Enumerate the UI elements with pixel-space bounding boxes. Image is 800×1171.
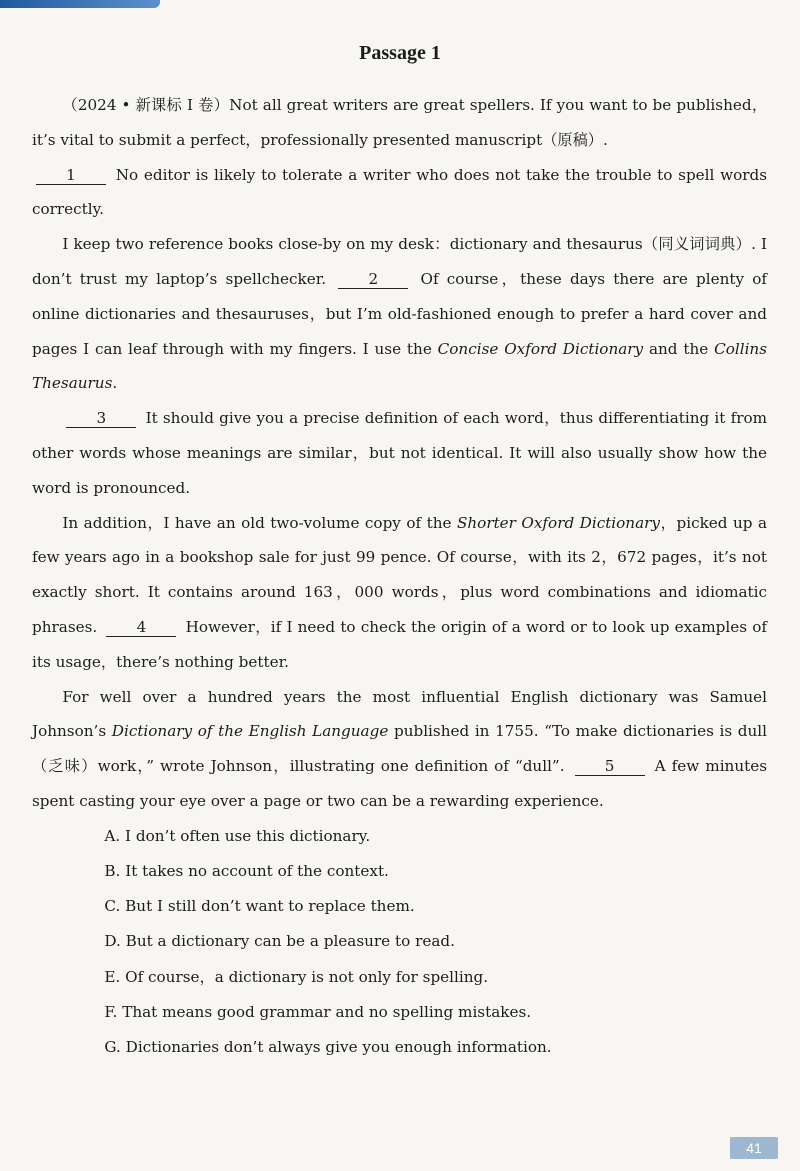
- blank-2[interactable]: 2: [338, 270, 408, 289]
- passage-body: [32, 88, 767, 1065]
- blank-1[interactable]: 1: [36, 166, 106, 185]
- book-title-shorter-oxford: Shorter Oxford Dictionary: [456, 513, 660, 532]
- top-decorative-bar: [0, 0, 160, 8]
- option-g[interactable]: G. Dictionaries don’t always give you enough information.: [104, 1037, 552, 1056]
- passage-title: Passage 1: [359, 42, 441, 64]
- book-title-concise-oxford: Concise Oxford Dictionary: [437, 339, 644, 358]
- option-b[interactable]: B. It takes no account of the context.: [104, 861, 389, 880]
- paragraph-2-and: and the: [648, 339, 709, 358]
- paragraph-1: [32, 88, 767, 158]
- option-f[interactable]: F. That means good grammar and no spelling mistakes.: [104, 1002, 532, 1021]
- paragraph-1-after-blank: No editor is likely to tolerate a writer who does not take the trouble to spell words correctly.: [32, 165, 767, 219]
- paragraph-5-start: For well over a hundred years the most influential English dictionary was Samuel Johnson’s: [32, 687, 767, 741]
- paragraph-4-start: In addition，I have an old two-volume copy of the: [62, 513, 452, 532]
- paragraph-3: [32, 401, 767, 505]
- option-a[interactable]: A. I don’t often use this dictionary.: [104, 826, 371, 845]
- blank-4[interactable]: 4: [106, 618, 176, 637]
- option-c[interactable]: C. But I still don’t want to replace them.: [104, 897, 415, 916]
- page-number-badge: 41: [730, 1137, 778, 1159]
- paragraph-4: [32, 506, 767, 680]
- paragraph-2: [32, 227, 767, 401]
- paragraph-4-after-blank: However，if I need to check the origin of a word or to look up examples of its usage，there’s nothing better.: [32, 617, 768, 671]
- paragraph-2-end: .: [112, 374, 118, 393]
- answer-options: [32, 819, 767, 1065]
- book-title-collins: Collins Thesaurus: [32, 339, 768, 393]
- paragraph-2-after-blank: Of course，these days there are plenty of online dictionaries and thesauruses，but I’m old-fashioned enough to prefer a hard cover and pages I can leaf through with my fingers. I use the: [32, 269, 768, 358]
- paragraph-5-after-blank: A few minutes spent casting your eye over a page or two can be a rewarding experience.: [32, 757, 767, 810]
- blank-5[interactable]: 5: [575, 757, 645, 776]
- option-e[interactable]: E. Of course，a dictionary is not only for spelling.: [104, 967, 489, 986]
- paragraph-5-middle: published in 1755. “To make dictionaries is dull（乏味）work，” wrote Johnson，illustrating one definition of “dull”.: [32, 722, 768, 776]
- blank-3[interactable]: 3: [66, 409, 136, 428]
- paragraph-5: [32, 680, 767, 819]
- paragraph-2-start: I keep two reference books close-by on my desk：dictionary and thesaurus（同义词词典）. I don’t trust my laptop’s spellchecker.: [32, 235, 767, 288]
- book-title-johnson: Dictionary of the English Language: [111, 722, 389, 741]
- paragraph-1-intro: （2024 • 新课标 Ⅰ 卷）Not all great writers are great spellers. If you want to be published，it’s vital to submit a perfect，professionally presented manuscript（原稿）.: [32, 96, 767, 149]
- paragraph-1-continued: [32, 158, 767, 228]
- option-d[interactable]: D. But a dictionary can be a pleasure to read.: [104, 932, 455, 951]
- paragraph-4-middle: ，picked up a few years ago in a bookshop sale for just 99 pence. Of course，with its 2，672 pages，it’s not exactly short. It contains around 163，000 words，plus word combinations and idiomatic phrases.: [32, 513, 768, 636]
- paragraph-3-text: It should give you a precise definition of each word，thus differentiating it from other words whose meanings are similar，but not identical. It will also usually show how the word is pronounced.: [32, 409, 768, 497]
